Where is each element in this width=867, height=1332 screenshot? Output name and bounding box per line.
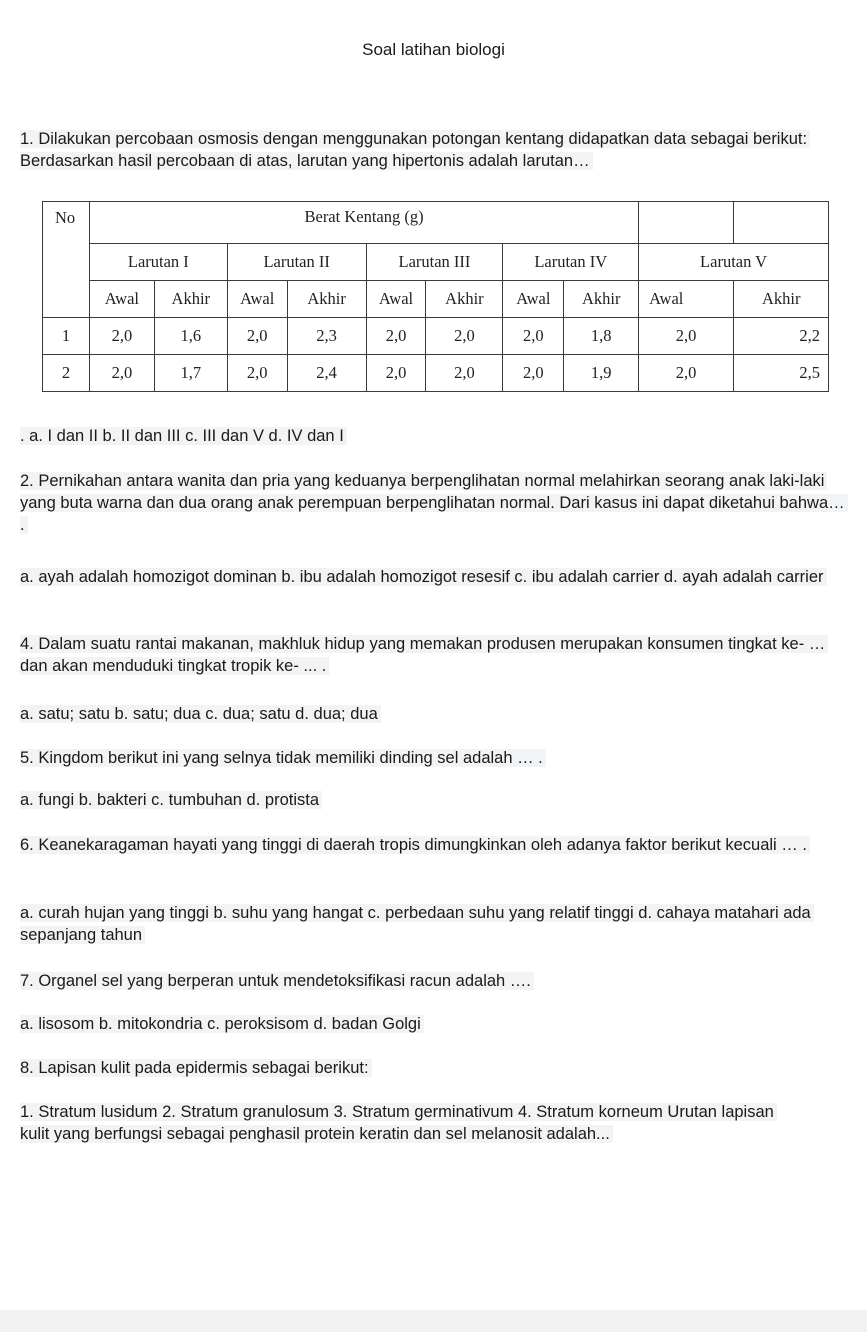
table-header-no: No xyxy=(43,202,90,318)
table-cell: 2,0 xyxy=(227,355,287,392)
table-header-akhir: Akhir xyxy=(734,281,829,318)
question-5-options-text: a. fungi b. bakteri c. tumbuhan d. protista xyxy=(20,791,322,809)
question-4-text: 4. Dalam suatu rantai makanan, makhluk hidup yang memakan produsen merupakan konsumen tingkat ke- … dan akan menduduki tingkat tropik ke- ... . xyxy=(20,635,828,675)
question-6-text: 6. Keanekaragaman hayati yang tinggi di daerah tropis dimungkinkan oleh adanya faktor berikut kecuali … . xyxy=(20,836,810,854)
question-8-text: 8. Lapisan kulit pada epidermis sebagai berikut: xyxy=(20,1059,372,1077)
table-row xyxy=(43,318,829,355)
question-7-options xyxy=(20,1013,850,1035)
table-cell: 2,0 xyxy=(639,355,734,392)
question-2-options-text: a. ayah adalah homozigot dominan b. ibu adalah homozigot resesif c. ibu adalah carrier d. ayah adalah carrier xyxy=(20,568,827,586)
question-6-options-text: a. curah hujan yang tinggi b. suhu yang hangat c. perbedaan suhu yang relatif tinggi d. cahaya matahari ada sepanjang tahun xyxy=(20,904,814,944)
table-cell: 2,0 xyxy=(426,355,503,392)
question-6 xyxy=(20,834,850,856)
bottom-bar xyxy=(0,1310,867,1332)
question-1-options xyxy=(20,425,850,447)
table-header-akhir: Akhir xyxy=(426,281,503,318)
table-header-awal: Awal xyxy=(366,281,426,318)
question-7 xyxy=(20,970,850,992)
question-2 xyxy=(20,470,850,536)
table-cell: 2,3 xyxy=(287,318,366,355)
potato-osmosis-table xyxy=(42,201,829,392)
table-cell: 1,6 xyxy=(154,318,227,355)
table-row xyxy=(43,355,829,392)
table-empty-cell xyxy=(639,202,734,244)
table-header-solution: Larutan II xyxy=(227,244,366,281)
table-cell: 2,0 xyxy=(366,318,426,355)
table-header-awal: Awal xyxy=(227,281,287,318)
question-4 xyxy=(20,633,850,677)
table-header-solution: Larutan I xyxy=(89,244,227,281)
question-7-options-text: a. lisosom b. mitokondria c. peroksisom d. badan Golgi xyxy=(20,1015,424,1033)
table-header-akhir: Akhir xyxy=(564,281,639,318)
question-6-options xyxy=(20,902,850,946)
question-5-options xyxy=(20,789,850,811)
question-8-options xyxy=(20,1101,780,1145)
question-1 xyxy=(20,128,850,172)
table-cell: 2,0 xyxy=(227,318,287,355)
table-cell: 2,0 xyxy=(503,355,564,392)
question-4-options xyxy=(20,703,850,725)
table-cell: 1,9 xyxy=(564,355,639,392)
table-cell-no: 1 xyxy=(43,318,90,355)
question-8-options-text: 1. Stratum lusidum 2. Stratum granulosum 3. Stratum germinativum 4. Stratum korneum Urutan lapisan kulit yang berfungsi sebagai penghasil protein keratin dan sel melanosit adalah... xyxy=(20,1103,777,1143)
table-header-akhir: Akhir xyxy=(287,281,366,318)
question-5 xyxy=(20,747,850,769)
table-header-awal: Awal xyxy=(639,281,734,318)
table-cell: 2,0 xyxy=(89,355,154,392)
table-cell: 2,0 xyxy=(426,318,503,355)
question-8 xyxy=(20,1057,850,1079)
table-cell: 2,2 xyxy=(734,318,829,355)
question-5-text: 5. Kingdom berikut ini yang selnya tidak memiliki dinding sel adalah … . xyxy=(20,749,546,767)
table-cell: 2,5 xyxy=(734,355,829,392)
table-cell: 1,7 xyxy=(154,355,227,392)
table-header-akhir: Akhir xyxy=(154,281,227,318)
table-cell: 2,0 xyxy=(503,318,564,355)
table-header-solution: Larutan V xyxy=(639,244,829,281)
table-cell: 1,8 xyxy=(564,318,639,355)
table-cell: 2,0 xyxy=(89,318,154,355)
table-header-solution: Larutan IV xyxy=(503,244,639,281)
table-cell: 2,4 xyxy=(287,355,366,392)
table-header-solution: Larutan III xyxy=(366,244,503,281)
table-header-awal: Awal xyxy=(503,281,564,318)
table-header-awal: Awal xyxy=(89,281,154,318)
table-cell: 2,0 xyxy=(366,355,426,392)
question-1-options-text: . a. I dan II b. II dan III c. III dan V d. IV dan I xyxy=(20,427,347,445)
table-cell-no: 2 xyxy=(43,355,90,392)
table-cell: 2,0 xyxy=(639,318,734,355)
table-empty-cell xyxy=(734,202,829,244)
question-4-options-text: a. satu; satu b. satu; dua c. dua; satu d. dua; dua xyxy=(20,705,381,723)
question-1-text: 1. Dilakukan percobaan osmosis dengan menggunakan potongan kentang didapatkan data sebagai berikut: Berdasarkan hasil percobaan di atas, larutan yang hipertonis adalah larutan… xyxy=(20,130,810,170)
page-title: Soal latihan biologi xyxy=(362,40,505,59)
question-2-text: 2. Pernikahan antara wanita dan pria yang keduanya berpenglihatan normal melahirkan seorang anak laki-laki yang buta warna dan dua orang anak perempuan berpenglihatan normal. Dari kasus ini dapat diketahui bahwa… . xyxy=(20,472,848,534)
question-7-text: 7. Organel sel yang berperan untuk mendetoksifikasi racun adalah …. xyxy=(20,972,534,990)
question-2-options xyxy=(20,566,850,588)
table-header-group: Berat Kentang (g) xyxy=(89,202,638,244)
